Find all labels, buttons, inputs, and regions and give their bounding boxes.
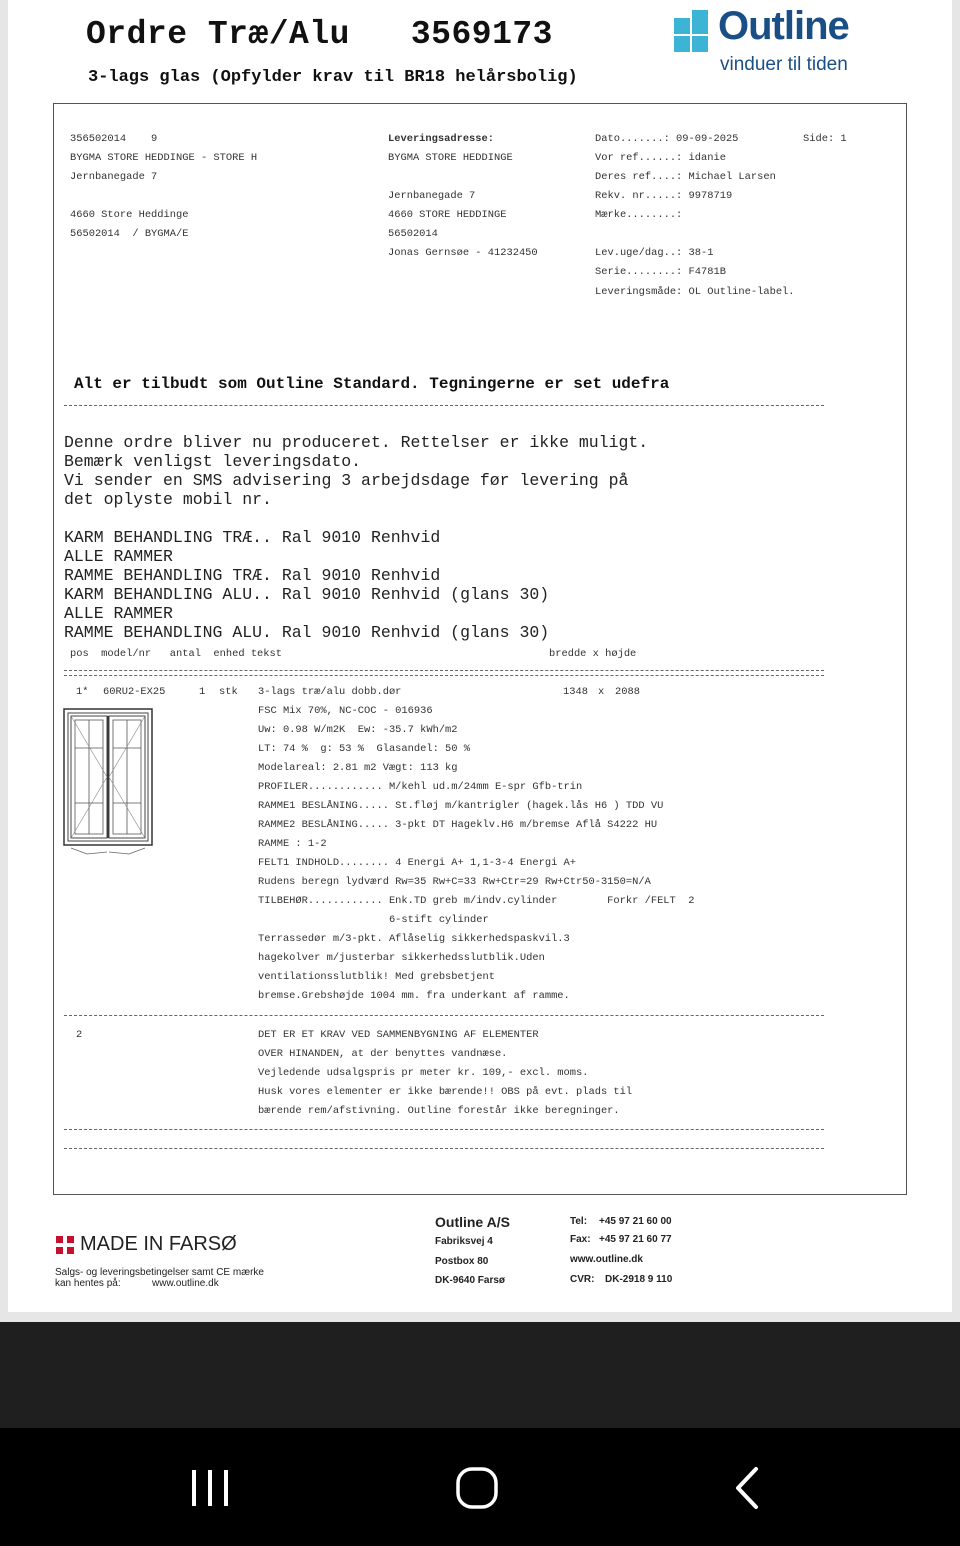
- danish-flag-icon: [56, 1236, 74, 1254]
- divider: [64, 670, 824, 671]
- divider: [64, 1015, 824, 1016]
- logo-tagline: vinduer til tiden: [720, 54, 848, 75]
- meta-our-ref: Vor ref......: idanie: [595, 152, 726, 164]
- order-subtitle: 3-lags glas (Opfylder krav til BR18 helårsbolig): [88, 68, 578, 87]
- item-detail: RAMME : 1-2: [258, 838, 327, 850]
- item-detail: 6-stift cylinder: [258, 914, 489, 926]
- item-detail: LT: 74 % g: 53 % Glasandel: 50 %: [258, 743, 471, 755]
- meta-date: Dato.......: 09-09-2025: [595, 133, 739, 145]
- tel-label: Tel:: [570, 1216, 588, 1227]
- item-detail: ventilationsslutblik! Med grebsbetjent: [258, 971, 495, 983]
- viewer-empty-area: [0, 1322, 960, 1428]
- item-detail: hagekolver m/justerbar sikkerhedsslutblik.Uden: [258, 952, 545, 964]
- terms-line: Salgs- og leveringsbetingelser samt CE mærke: [55, 1267, 264, 1278]
- item-detail: Rudens beregn lydværd Rw=35 Rw+C=33 Rw+Ctr=29 Rw+Ctr50-3150=N/A: [258, 876, 651, 888]
- item-model: 60RU2-EX25: [103, 686, 166, 698]
- item-detail: Husk vores elementer er ikke bærende!! OBS på evt. plads til: [258, 1086, 633, 1098]
- meta-delivery-method: Leveringsmåde: OL Outline-label.: [595, 286, 795, 298]
- back-icon[interactable]: [718, 1464, 778, 1514]
- delivery-city: 4660 STORE HEDDINGE: [388, 209, 507, 221]
- delivery-name: BYGMA STORE HEDDINGE: [388, 152, 513, 164]
- outline-logo: [674, 4, 874, 82]
- customer-street: Jernbanegade 7: [70, 171, 158, 183]
- terms-line: kan hentes på:: [55, 1278, 121, 1289]
- delivery-account: 56502014: [388, 228, 438, 240]
- item-pos: 1*: [76, 686, 89, 698]
- home-icon[interactable]: [447, 1464, 507, 1514]
- item-detail: TILBEHØR............ Enk.TD greb m/indv.cylinder Forkr /FELT 2: [258, 895, 695, 907]
- standard-heading: Alt er tilbudt som Outline Standard. Tegningerne er set udefra: [74, 375, 670, 393]
- notice-line: Bemærk venligst leveringsdato.: [64, 452, 362, 471]
- item-detail: Uw: 0.98 W/m2K Ew: -35.7 kWh/m2: [258, 724, 458, 736]
- item-height: 2088: [615, 686, 640, 698]
- made-in-text: MADE IN FARSØ: [80, 1233, 237, 1255]
- meta-your-ref: Deres ref....: Michael Larsen: [595, 171, 776, 183]
- item-detail: FELT1 INDHOLD........ 4 Energi A+ 1,1-3-4 Energi A+: [258, 857, 577, 869]
- meta-delivery-week: Lev.uge/dag..: 38-1: [595, 247, 714, 259]
- item-detail: PROFILER............ M/kehl ud.m/24mm E-spr Gfb-trin: [258, 781, 583, 793]
- item-width: 1348: [563, 686, 588, 698]
- company-address: Fabriksvej 4: [435, 1236, 493, 1247]
- customer-city: 4660 Store Heddinge: [70, 209, 189, 221]
- item-detail: Terrassedør m/3-pkt. Aflåselig sikkerhedspaskvil.3: [258, 933, 570, 945]
- cvr-label: CVR:: [570, 1274, 595, 1285]
- notice-line: det oplyste mobil nr.: [64, 490, 272, 509]
- document-page: [8, 0, 952, 1312]
- item-detail: FSC Mix 70%, NC-COC - 016936: [258, 705, 433, 717]
- order-title: Ordre Træ/Alu 3569173: [86, 16, 553, 53]
- item-quantity: 1: [199, 686, 206, 698]
- notice-line: Vi sender en SMS advisering 3 arbejdsdage før levering på: [64, 471, 629, 490]
- recents-icon[interactable]: [180, 1464, 240, 1514]
- treatment-line: RAMME BEHANDLING TRÆ. Ral 9010 Renhvid: [64, 566, 441, 585]
- company-name: Outline A/S: [435, 1214, 510, 1230]
- item-detail: DET ER ET KRAV VED SAMMENBYGNING AF ELEMENTER: [258, 1029, 539, 1041]
- meta-page: Side: 1: [803, 133, 847, 145]
- item-detail: RAMME1 BESLÅNING..... St.fløj m/kantrigler (hagek.lås H6 ) TDD VU: [258, 800, 664, 812]
- item-unit: stk: [219, 686, 238, 698]
- item-detail: Vejledende udsalgspris pr meter kr. 109,- excl. moms.: [258, 1067, 589, 1079]
- tel-number[interactable]: +45 97 21 60 00: [599, 1216, 672, 1227]
- treatment-line: ALLE RAMMER: [64, 604, 173, 623]
- treatment-line: ALLE RAMMER: [64, 547, 173, 566]
- customer-number: 356502014 9: [70, 133, 158, 145]
- company-city: DK-9640 Farsø: [435, 1275, 506, 1286]
- divider: [64, 405, 824, 406]
- treatment-line: KARM BEHANDLING TRÆ.. Ral 9010 Renhvid: [64, 528, 441, 547]
- fax-label: Fax:: [570, 1234, 591, 1245]
- android-nav-bar: [0, 1428, 960, 1546]
- item-detail: RAMME2 BESLÅNING..... 3-pkt DT Hageklv.H6 m/bremse Aflå S4222 HU: [258, 819, 658, 831]
- divider: [64, 1148, 824, 1149]
- door-drawing: [63, 708, 155, 856]
- item-pos: 2: [76, 1029, 83, 1041]
- divider: [64, 1129, 824, 1130]
- delivery-street: Jernbanegade 7: [388, 190, 476, 202]
- treatment-line: KARM BEHANDLING ALU.. Ral 9010 Renhvid (glans 30): [64, 585, 550, 604]
- company-postbox: Postbox 80: [435, 1256, 489, 1267]
- item-detail: Modelareal: 2.81 m2 Vægt: 113 kg: [258, 762, 458, 774]
- notice-line: Denne ordre bliver nu produceret. Rettelser er ikke muligt.: [64, 433, 649, 452]
- meta-series: Serie........: F4781B: [595, 266, 726, 278]
- customer-name: BYGMA STORE HEDDINGE - STORE H: [70, 152, 258, 164]
- delivery-label: Leveringsadresse:: [388, 133, 495, 145]
- customer-account: 56502014 / BYGMA/E: [70, 228, 189, 240]
- table-header-right: bredde x højde: [549, 648, 637, 660]
- item-text: 3-lags træ/alu dobb.dør: [258, 686, 402, 698]
- item-detail: bremse.Grebshøjde 1004 mm. fra underkant af ramme.: [258, 990, 570, 1002]
- fax-number: +45 97 21 60 77: [599, 1234, 672, 1245]
- divider: [64, 675, 824, 676]
- logo-word: Outline: [718, 4, 849, 48]
- item-times: x: [598, 686, 605, 698]
- website-link[interactable]: www.outline.dk: [570, 1254, 643, 1265]
- item-detail: OVER HINANDEN, at der benyttes vandnæse.: [258, 1048, 508, 1060]
- meta-mark: Mærke........:: [595, 209, 683, 221]
- item-detail: bærende rem/afstivning. Outline forestår ikke beregninger.: [258, 1105, 620, 1117]
- table-header-left: pos model/nr antal enhed tekst: [70, 648, 283, 660]
- delivery-contact: Jonas Gernsøe - 41232450: [388, 247, 538, 259]
- cvr-number: DK-2918 9 110: [605, 1274, 673, 1285]
- meta-requisition: Rekv. nr.....: 9978719: [595, 190, 733, 202]
- treatment-line: RAMME BEHANDLING ALU. Ral 9010 Renhvid (glans 30): [64, 623, 550, 642]
- terms-url[interactable]: www.outline.dk: [152, 1278, 219, 1289]
